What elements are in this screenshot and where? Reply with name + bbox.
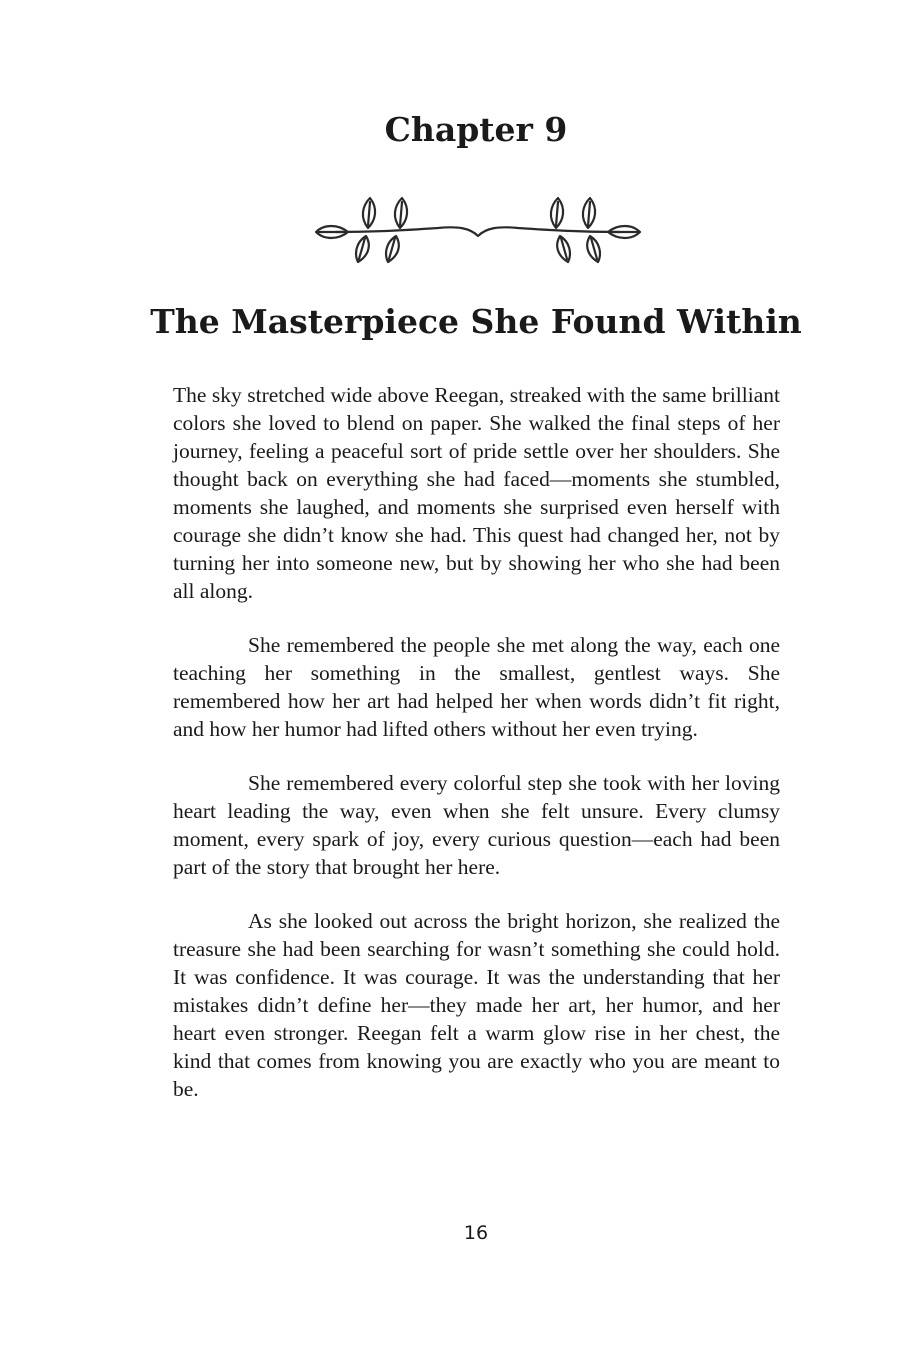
- chapter-body: [173, 381, 780, 1129]
- paragraph: She remembered every colorful step she took with her loving heart leading the way, even when she felt unsure. Every clumsy moment, every spark of joy, every curious question—each had been part of the story that brought her here.: [173, 771, 780, 879]
- chapter-title: The Masterpiece She Found Within: [150, 302, 802, 341]
- paragraph: She remembered the people she met along the way, each one teaching her something in the smallest, gentlest ways. She remembered how her art had helped her when words didn’t fit right, and how her humor had lifted others without her even trying.: [173, 633, 780, 741]
- laurel-vine-divider-icon: [308, 192, 648, 266]
- paragraph: The sky stretched wide above Reegan, streaked with the same brilliant colors she loved to blend on paper. She walked the final steps of her journey, feeling a peaceful sort of pride settle over her shoulders. She thought back on everything she had faced—moments she stumbled, moments she laughed, and moments she surprised even herself with courage she didn’t know she had. This quest had changed her, not by turning her into someone new, but by showing her who she had been all along.: [173, 383, 780, 603]
- page-number: 16: [463, 1222, 489, 1244]
- paragraph: As she looked out across the bright horizon, she realized the treasure she had been searching for wasn’t something she could hold. It was confidence. It was courage. It was the understanding that her mistakes didn’t define her—they made her art, her humor, and her heart even stronger. Reegan felt a warm glow rise in her chest, the kind that comes from knowing you are exactly who you are meant to be.: [173, 909, 780, 1101]
- chapter-label: Chapter 9: [384, 110, 568, 149]
